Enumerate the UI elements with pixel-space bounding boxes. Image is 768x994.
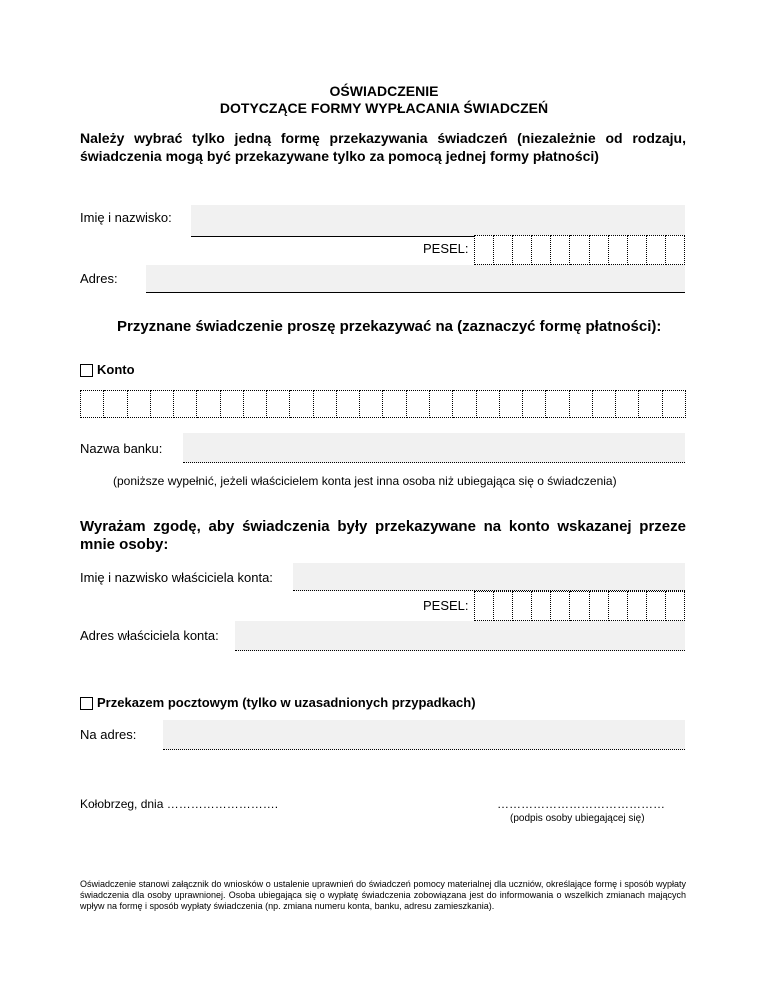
pesel-digit-box[interactable] bbox=[647, 591, 666, 621]
account-digit-box[interactable] bbox=[337, 390, 360, 418]
account-owner-note: (poniższe wypełnić, jeżeli właścicielem konta jest inna osoba niż ubiegająca się o świadczenia) bbox=[113, 474, 617, 488]
pesel-digit-box[interactable] bbox=[647, 235, 666, 265]
consent-heading: Wyrażam zgodę, aby świadczenia były przekazywane na konto wskazanej przeze mnie osoby: bbox=[80, 518, 686, 553]
account-digit-box[interactable] bbox=[570, 390, 593, 418]
pesel-digit-box[interactable] bbox=[628, 591, 647, 621]
account-digit-box[interactable] bbox=[453, 390, 476, 418]
signature-line: …………………………………… bbox=[497, 797, 665, 811]
pesel-digit-box[interactable] bbox=[532, 235, 551, 265]
payment-heading: Przyznane świadczenie proszę przekazywać na (zaznaczyć formę płatności): bbox=[117, 318, 662, 335]
account-digit-box[interactable] bbox=[523, 390, 546, 418]
owner-pesel-label: PESEL: bbox=[423, 598, 469, 613]
form-title-line2: DOTYCZĄCE FORMY WYPŁACANIA ŚWIADCZEŃ bbox=[219, 100, 549, 116]
account-option-label: Konto bbox=[97, 362, 135, 377]
account-digit-box[interactable] bbox=[383, 390, 406, 418]
account-digit-box[interactable] bbox=[663, 390, 686, 418]
account-digit-box[interactable] bbox=[360, 390, 383, 418]
signature-caption: (podpis osoby ubiegającej się) bbox=[510, 813, 645, 824]
postal-checkbox[interactable] bbox=[80, 697, 93, 710]
pesel-digit-box[interactable] bbox=[609, 591, 628, 621]
form-title-line1: OŚWIADCZENIE bbox=[329, 83, 439, 99]
account-number-boxes[interactable] bbox=[80, 390, 686, 418]
account-digit-box[interactable] bbox=[267, 390, 290, 418]
account-digit-box[interactable] bbox=[174, 390, 197, 418]
pesel-digit-box[interactable] bbox=[494, 235, 513, 265]
pesel-digit-box[interactable] bbox=[590, 591, 609, 621]
pesel-digit-box[interactable] bbox=[590, 235, 609, 265]
applicant-address-field[interactable] bbox=[146, 265, 685, 293]
owner-address-label: Adres właściciela konta: bbox=[80, 628, 219, 643]
account-digit-box[interactable] bbox=[430, 390, 453, 418]
account-digit-box[interactable] bbox=[477, 390, 500, 418]
place-and-date: Kołobrzeg, dnia ………………………. bbox=[80, 797, 279, 811]
account-digit-box[interactable] bbox=[546, 390, 569, 418]
owner-address-field[interactable] bbox=[235, 621, 685, 651]
account-digit-box[interactable] bbox=[407, 390, 430, 418]
postal-address-field[interactable] bbox=[163, 720, 685, 750]
pesel-digit-box[interactable] bbox=[513, 591, 532, 621]
pesel-digit-box[interactable] bbox=[570, 235, 589, 265]
account-digit-box[interactable] bbox=[81, 390, 104, 418]
applicant-name-label: Imię i nazwisko: bbox=[80, 210, 172, 225]
bank-name-label: Nazwa banku: bbox=[80, 441, 163, 456]
account-digit-box[interactable] bbox=[639, 390, 662, 418]
owner-name-field[interactable] bbox=[293, 563, 685, 591]
pesel-digit-box[interactable] bbox=[475, 235, 494, 265]
owner-pesel-boxes[interactable] bbox=[474, 591, 685, 621]
applicant-pesel-boxes[interactable] bbox=[474, 235, 685, 265]
account-checkbox[interactable] bbox=[80, 364, 93, 377]
pesel-digit-box[interactable] bbox=[666, 235, 685, 265]
applicant-pesel-label: PESEL: bbox=[423, 241, 469, 256]
account-digit-box[interactable] bbox=[500, 390, 523, 418]
bank-name-field[interactable] bbox=[183, 433, 685, 463]
pesel-digit-box[interactable] bbox=[609, 235, 628, 265]
form-title bbox=[0, 83, 768, 117]
account-digit-box[interactable] bbox=[197, 390, 220, 418]
account-digit-box[interactable] bbox=[104, 390, 127, 418]
postal-address-label: Na adres: bbox=[80, 727, 137, 742]
pesel-digit-box[interactable] bbox=[570, 591, 589, 621]
owner-name-label: Imię i nazwisko właściciela konta: bbox=[80, 570, 273, 585]
pesel-digit-box[interactable] bbox=[551, 591, 570, 621]
pesel-digit-box[interactable] bbox=[513, 235, 532, 265]
account-digit-box[interactable] bbox=[314, 390, 337, 418]
account-digit-box[interactable] bbox=[151, 390, 174, 418]
account-digit-box[interactable] bbox=[290, 390, 313, 418]
account-digit-box[interactable] bbox=[616, 390, 639, 418]
pesel-digit-box[interactable] bbox=[628, 235, 647, 265]
postal-option-label: Przekazem pocztowym (tylko w uzasadnionych przypadkach) bbox=[97, 695, 476, 710]
footnote: Oświadczenie stanowi załącznik do wniosków o ustalenie uprawnień do świadczeń pomocy materialnej dla uczniów, określające formę i sposób wypłaty świadczenia dla osoby uprawnionej. Osoba ubiegająca się o wypłatę świadczenia zobowiązana jest do informowania o wszelkich zmianach mających wpływ na formę i sposób wypłaty świadczenia (np. zmiana numeru konta, banku, adresu zamieszkania). bbox=[80, 879, 686, 911]
pesel-digit-box[interactable] bbox=[494, 591, 513, 621]
pesel-digit-box[interactable] bbox=[666, 591, 685, 621]
applicant-address-label: Adres: bbox=[80, 271, 118, 286]
account-digit-box[interactable] bbox=[244, 390, 267, 418]
pesel-digit-box[interactable] bbox=[475, 591, 494, 621]
account-digit-box[interactable] bbox=[221, 390, 244, 418]
applicant-name-field[interactable] bbox=[191, 205, 685, 237]
account-digit-box[interactable] bbox=[128, 390, 151, 418]
pesel-digit-box[interactable] bbox=[551, 235, 570, 265]
intro-instruction: Należy wybrać tylko jedną formę przekazywania świadczeń (niezależnie od rodzaju, świadczenia mogą być przekazywane tylko za pomocą jednej formy płatności) bbox=[80, 130, 686, 164]
account-digit-box[interactable] bbox=[593, 390, 616, 418]
pesel-digit-box[interactable] bbox=[532, 591, 551, 621]
